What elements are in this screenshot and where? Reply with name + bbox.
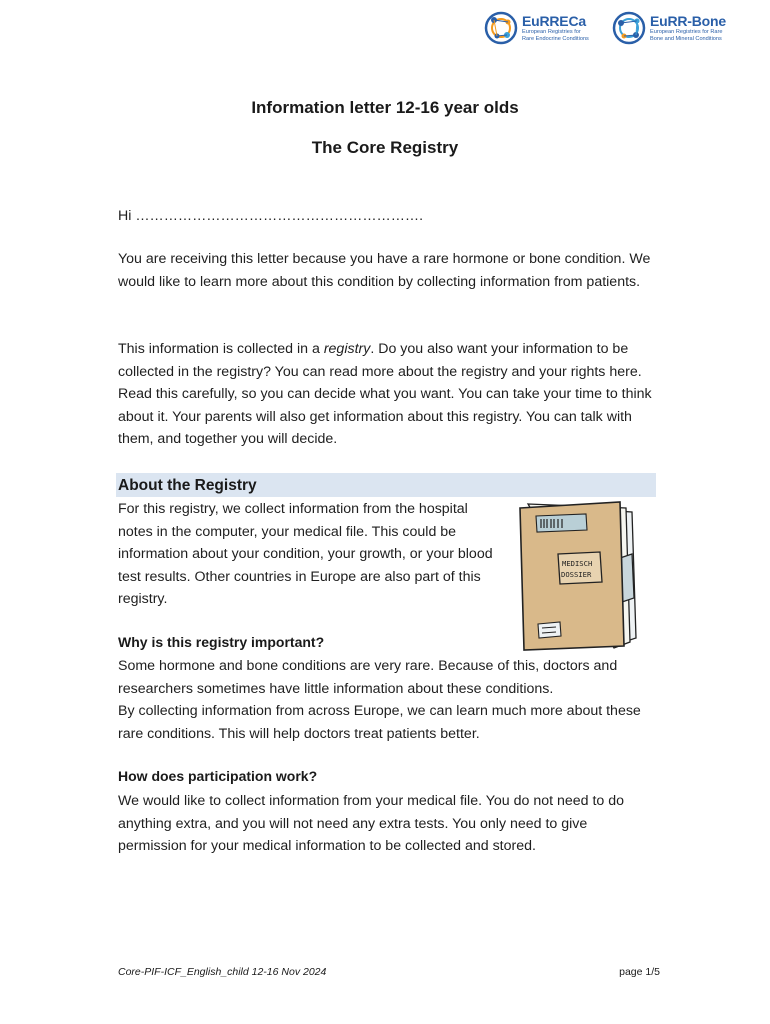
logo-subtitle: European Registries for Rare [650,29,723,36]
intro-paragraph: You are receiving this letter because you have a rare hormone or bone condition. We would like to learn more about this condition by collecting information from patients. [118,251,651,290]
logo-subtitle: Bone and Mineral Conditions [650,35,722,42]
registry-text-after: . Do you also want your information to be collected in the registry? You can read more about the registry and your rights here. Read this carefully, so you can decide what you want. You can take your time to think about it. Your parents will also get information about this registry. You can talk with them, and together you will decide. [118,341,652,447]
registry-text-before: This information is collected in a [118,341,324,357]
footer-page-number: page 1/5 [619,966,660,978]
logo-name: EuRRECa [522,13,586,30]
about-paragraph: For this registry, we collect information from the hospital notes in the computer, your medical file. This could be information about your condition, your growth, or your blood test results. Other countries in Europe are also part of this registry. [118,501,493,607]
eurreca-logo [484,8,589,48]
eurreca-emblem-icon [484,11,518,45]
why-line: By collecting information from across Europe, we can learn much more about these rare conditions. This will help doctors treat patients better. [118,703,641,742]
how-paragraph: We would like to collect information from your medical file. You do not need to do anything extra, and you will not need any extra tests. You only need to give permission for your medical information to be collected and stored. [118,793,625,854]
footer-document-id: Core-PIF-ICF_English_child 12-16 Nov 2024 [118,966,327,978]
greeting: Hi ……………………………………………………. [118,208,424,224]
logo-subtitle: European Registries for [522,29,581,36]
why-line: Some hormone and bone conditions are very rare. Because of this, doctors and researchers sometimes have little information about these conditions. [118,658,618,697]
logo-subtitle: Rare Endocrine Conditions [522,35,589,42]
section-heading-about: About the Registry [116,473,656,497]
medical-file-illustration [514,498,640,654]
section-heading-how: How does participation work? [118,768,318,784]
folder-label-line: MEDISCH [562,559,593,568]
section-heading-why: Why is this registry important? [118,634,325,650]
folder-label-line: DOSSIER [561,570,592,579]
logo-name: EuRR-Bone [650,13,726,30]
eurr-bone-logo [612,8,726,48]
eurr-bone-emblem-icon [612,11,646,45]
document-subtitle: The Core Registry [311,138,459,157]
why-paragraph [118,655,658,745]
registry-term: registry [323,341,371,357]
document-title: Information letter 12-16 year olds [251,98,519,117]
registry-paragraph [118,338,658,451]
